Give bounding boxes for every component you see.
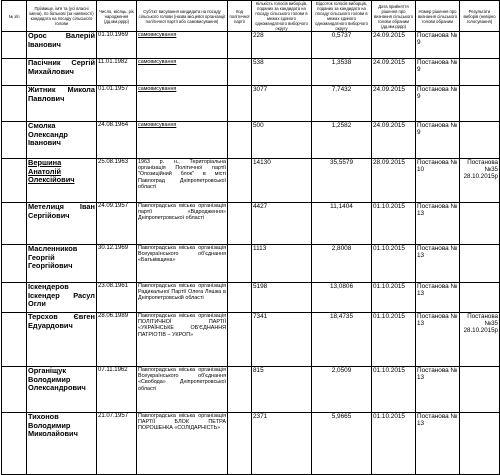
votes-count: 538: [252, 59, 312, 86]
candidates-table: [1, 0, 500, 475]
decision-date: 24.09.2015: [372, 86, 416, 122]
birth-date: 07.11.1962: [97, 367, 137, 413]
header-code: Код політичної партії: [228, 1, 252, 32]
decision-date: 01.10.2015: [372, 203, 416, 245]
nomination-subject: Павлоградська міська організація партії «Відродження» Дніпропетровської області: [137, 203, 228, 245]
candidate-name: Вершина Анатолій Олексійович: [27, 159, 97, 203]
party-code: [228, 203, 252, 245]
candidate-name: Органіщук Володимир Олександрович: [27, 367, 97, 413]
votes-count: 1113: [252, 245, 312, 283]
votes-count: 5198: [252, 283, 312, 313]
table-row: [2, 86, 500, 122]
decision-number: Постанова № 13: [416, 245, 460, 283]
header-birth: Число, місяць, рік народження (дд.мм.рррр): [97, 1, 137, 32]
table-header-row: [2, 1, 500, 32]
birth-date: 24.09.1957: [97, 203, 137, 245]
nomination-subject: 1963 р. н., Територіальна організація Політичної партії "Опозиційний блок" в місті Павлоград Дніпропетровської області: [137, 159, 228, 203]
row-no: [2, 367, 27, 413]
votes-count: 7341: [252, 313, 312, 367]
election-result: [460, 283, 500, 313]
party-code: [228, 413, 252, 475]
decision-date: 24.09.2015: [372, 59, 416, 86]
row-no: [2, 122, 27, 159]
row-no: [2, 59, 27, 86]
decision-number: Постанова № 10: [416, 159, 460, 203]
header-votes: Кількість голосів виборців, поданих за кандидата на посаду сільського голови в межах єдиного одномандатного виборчого округу: [252, 1, 312, 32]
nomination-subject: самовисування: [137, 32, 228, 59]
votes-percent: 2,8008: [312, 245, 372, 283]
election-result: [460, 203, 500, 245]
decision-number: Постанова № 9: [416, 122, 460, 159]
candidate-name: Метелиця Іван Сергійович: [27, 203, 97, 245]
decision-number: Постанова № 13: [416, 203, 460, 245]
nomination-subject: самовисування: [137, 122, 228, 159]
candidate-name: Терсхов Євген Едуардович: [27, 313, 97, 367]
decision-date: 24.09.2015: [372, 122, 416, 159]
birth-date: 30.12.1969: [97, 245, 137, 283]
party-code: [228, 159, 252, 203]
election-result: Постанова №35 28.10.2015р: [460, 313, 500, 367]
votes-percent: 2,0509: [312, 367, 372, 413]
candidate-name: Масленников Георгій Георгійович: [27, 245, 97, 283]
votes-percent: 18,4735: [312, 313, 372, 367]
party-code: [228, 32, 252, 59]
birth-date: 28.06.1989: [97, 313, 137, 367]
nomination-subject: самовисування: [137, 59, 228, 86]
candidate-name: Житник Микола Павлович: [27, 86, 97, 122]
election-result: [460, 32, 500, 59]
table-row: [2, 413, 500, 475]
candidate-name: Орос Валерій Іванович: [27, 32, 97, 59]
decision-number: Постанова № 9: [416, 32, 460, 59]
party-code: [228, 86, 252, 122]
nomination-subject: Павлоградська міська організація Всеукраїнського об'єднання «Батьківщина»: [137, 245, 228, 283]
birth-date: 25.08.1963: [97, 159, 137, 203]
nomination-subject: Павлоградська міська організація Всеукраїнського об'єднання «Свобода» Дніпропетровської області: [137, 367, 228, 413]
decision-date: 01.10.2015: [372, 413, 416, 475]
row-no: [2, 159, 27, 203]
table-row: [2, 203, 500, 245]
votes-count: 815: [252, 367, 312, 413]
birth-date: 21.07.1957: [97, 413, 137, 475]
candidate-name: Смолка Олександр Іванович: [27, 122, 97, 159]
votes-percent: 5,9665: [312, 413, 372, 475]
row-no: [2, 86, 27, 122]
table-row: [2, 159, 500, 203]
votes-percent: 13,0806: [312, 283, 372, 313]
votes-count: 14130: [252, 159, 312, 203]
decision-date: 28.09.2015: [372, 159, 416, 203]
table-row: [2, 32, 500, 59]
votes-percent: 1,3538: [312, 59, 372, 86]
votes-percent: 35,5579: [312, 159, 372, 203]
party-code: [228, 367, 252, 413]
birth-date: 11.01.1982: [97, 59, 137, 86]
party-code: [228, 59, 252, 86]
election-result: [460, 367, 500, 413]
election-result: [460, 413, 500, 475]
votes-count: 4427: [252, 203, 312, 245]
row-no: [2, 203, 27, 245]
party-code: [228, 245, 252, 283]
votes-count: 500: [252, 122, 312, 159]
election-result: [460, 245, 500, 283]
table-row: [2, 245, 500, 283]
decision-number: Постанова № 13: [416, 313, 460, 367]
table-row: [2, 367, 500, 413]
table-row: [2, 122, 500, 159]
table-row: [2, 59, 500, 86]
party-code: [228, 283, 252, 313]
decision-date: 01.10.2015: [372, 313, 416, 367]
decision-date: 24.09.2015: [372, 32, 416, 59]
decision-date: 01.10.2015: [372, 283, 416, 313]
table-row: [2, 313, 500, 367]
decision-date: 01.10.2015: [372, 367, 416, 413]
election-result: [460, 122, 500, 159]
candidate-name: Іскендеров Іскендер Расул Огли: [27, 283, 97, 313]
header-decision: Номер рішення про визнання сільського голови обраним: [416, 1, 460, 32]
header-name: Прізвище, ім'я та (усі власні імена), по батькові (за наявності) кандидата на посаду сільського голови: [27, 1, 97, 32]
decision-number: Постанова № 9: [416, 59, 460, 86]
votes-percent: 7,7432: [312, 86, 372, 122]
nomination-subject: самовисування: [137, 86, 228, 122]
decision-number: Постанова № 9: [416, 86, 460, 122]
votes-count: 228: [252, 32, 312, 59]
table-row: [2, 283, 500, 313]
votes-count: 2371: [252, 413, 312, 475]
votes-percent: 11,1404: [312, 203, 372, 245]
votes-count: 3077: [252, 86, 312, 122]
nomination-subject: Павлоградська міська організація ПАРТІЇ БЛОК ПЕТРА ПОРОШЕНКА «СОЛІДАРНІСТЬ»: [137, 413, 228, 475]
header-date: Дата прийняття рішення про визнання сільського голови обраним (дд.мм.рррр): [372, 1, 416, 32]
election-result: Постанова №35 28.10.2015р: [460, 159, 500, 203]
row-no: [2, 283, 27, 313]
row-no: [2, 245, 27, 283]
header-percent: Відсоток голосів виборців, поданих за кандидата на посаду сільського голови в межах єдиного одномандатного виборчого округу: [312, 1, 372, 32]
candidate-name: Пасічник Сергій Михайлович: [27, 59, 97, 86]
header-subject: Суб'єкт висування кандидата на посаду сільського голови (назва місцевої організації політичної партії або самовисування): [137, 1, 228, 32]
birth-date: 01.01.1957: [97, 86, 137, 122]
nomination-subject: Павлоградська міська організація ПОЛІТИЧНОЇ ПАРТІЇ «УКРАЇНСЬКЕ ОБ'ЄДНАННЯ ПАТРІОТІВ – УКРОП»: [137, 313, 228, 367]
nomination-subject: Павлоградська міська організація Радикальної Партії Олега Ляшка в Дніпропетровській області: [137, 283, 228, 313]
decision-number: Постанова № 13: [416, 367, 460, 413]
row-no: [2, 413, 27, 475]
decision-number: Постанова № 13: [416, 283, 460, 313]
birth-date: 23.08.1961: [97, 283, 137, 313]
header-no: № з/п: [2, 1, 27, 32]
decision-number: Постанова № 13: [416, 413, 460, 475]
row-no: [2, 32, 27, 59]
birth-date: 24.08.1964: [97, 122, 137, 159]
decision-date: 01.10.2015: [372, 245, 416, 283]
election-result: [460, 59, 500, 86]
election-result: [460, 86, 500, 122]
votes-percent: 0,5737: [312, 32, 372, 59]
header-result: Результати виборів (невірно голосування): [460, 1, 500, 32]
candidate-name: Тихонов Володимир Миколайович: [27, 413, 97, 475]
row-no: [2, 313, 27, 367]
party-code: [228, 122, 252, 159]
party-code: [228, 313, 252, 367]
votes-percent: 1,2582: [312, 122, 372, 159]
birth-date: 01.10.1969: [97, 32, 137, 59]
